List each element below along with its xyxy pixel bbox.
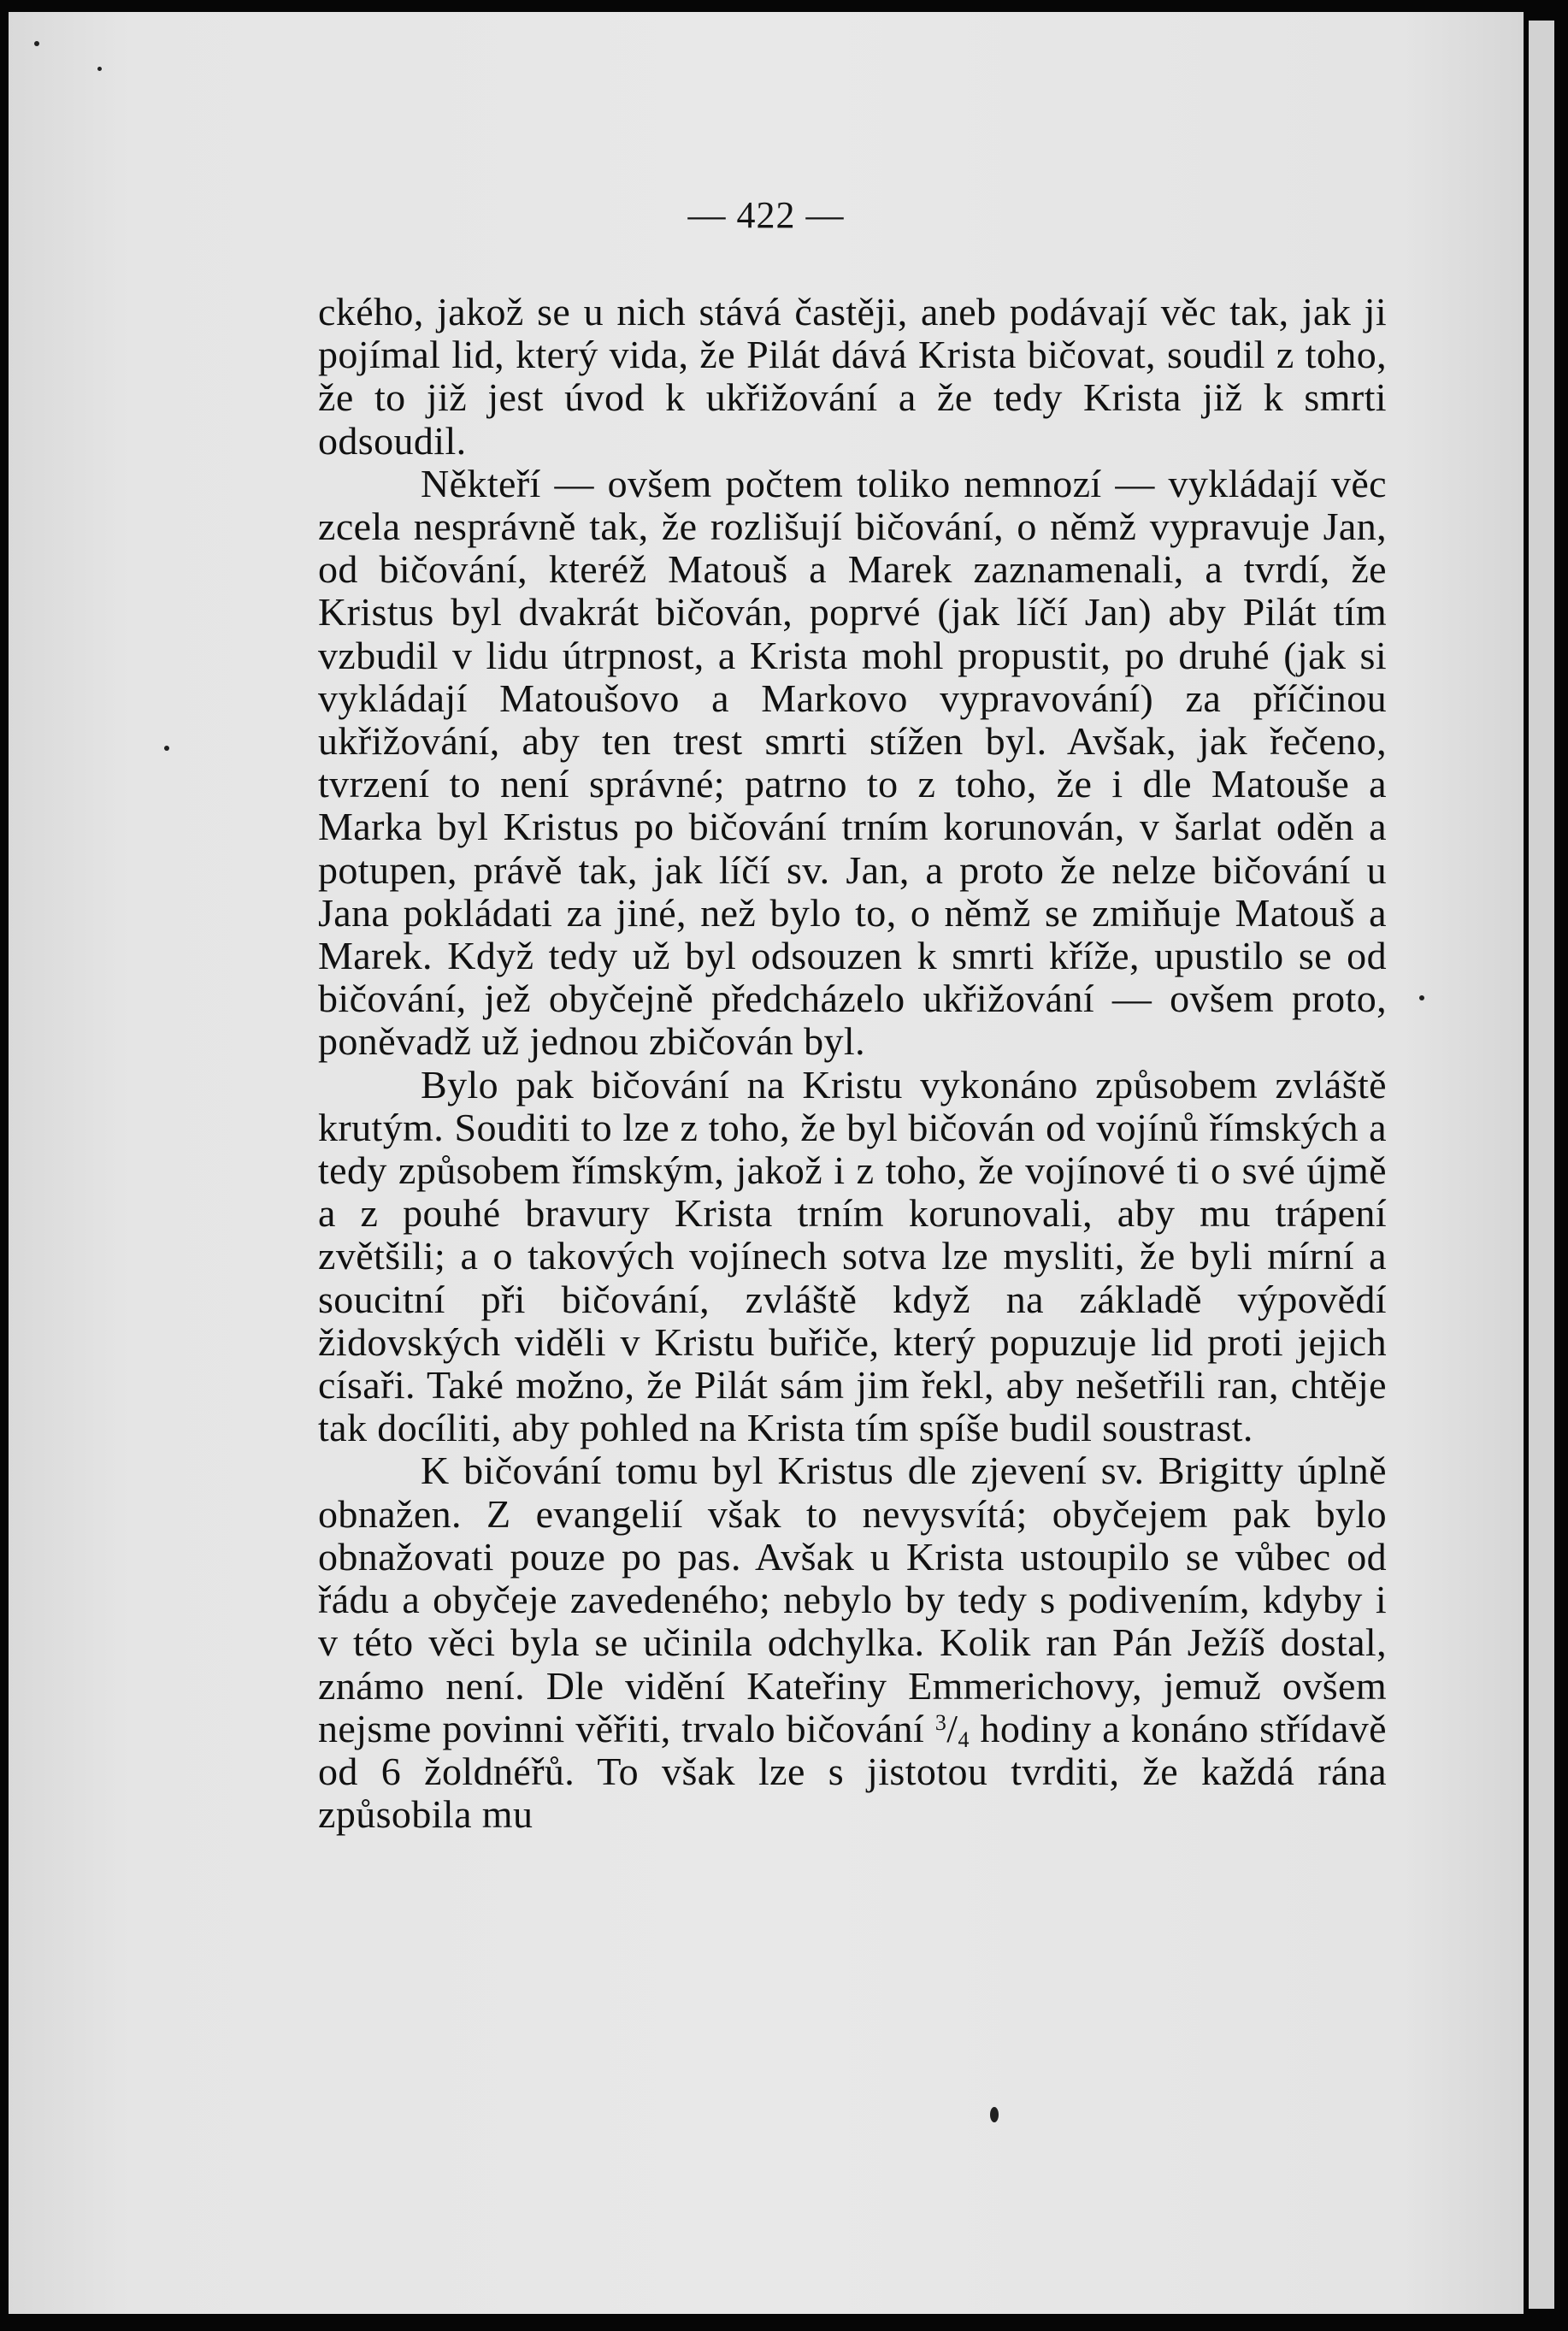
- fraction-denominator: 4: [958, 1726, 970, 1752]
- paragraph: Někteří — ovšem počtem toliko nemnozí — vykládají věc zcela nesprávně tak, že rozlišují bičování, o němž vypravuje Jan, od bičování, kteréž Matouš a Marek zaznamenali, a tvrdí, že Kristus byl dvakrát bičován, poprvé (jak líčí Jan) aby Pilát tím vzbudil v lidu útrpnost, a Krista mohl propustit, po druhé (jak si vykládají Matoušovo a Markovo vypravování) za příčinou ukřižování, aby ten trest smrti stížen byl. Avšak, jak řečeno, tvrzení to není správné; patrno to z toho, že i dle Matouše a Marka byl Kristus po bičování trním korunován, v šarlat oděn a potupen, právě tak, jak líčí sv. Jan, a proto že nelze bičování u Jana pokládati za jiné, než bylo to, o němž se zmiňuje Matouš a Marek. Když tedy už byl odsouzen k smrti kříže, upustilo se od bičování, jež obyčejně předcházelo ukřižování — ovšem proto, poněvadž už jednou zbičován byl.: [318, 461, 1387, 1064]
- body-text: [318, 291, 1387, 1836]
- paragraph-text-before-fraction: K bičování tomu byl Kristus dle zjevení sv. Brigitty úplně obnažen. Z evangelií však to nevysvítá; obyčejem pak bylo obnažovati pouze po pas. Avšak u Krista ustoupilo se vůbec od řádu a obyčeje zavedeného; nebylo by tedy s podivením, kdyby i v této věci byla se učinila odchylka. Kolik ran Pán Ježíš dostal, známo není. Dle vidění Kateřiny Emmerichovy, jemuž ovšem nejsme povinni věřiti, trvalo bičování: [318, 1449, 1387, 1750]
- paragraph: ckého, jakož se u nich stává častěji, aneb podávají věc tak, jak ji pojímal lid, který vida, že Pilát dává Krista bičovat, soudil z toho, že to již jest úvod k ukřižování a že tedy Krista již k smrti odsoudil.: [318, 290, 1387, 463]
- ink-speck: [1419, 995, 1424, 1000]
- ink-speck: [990, 2107, 999, 2122]
- paragraph-text-after-fraction: hodiny a konáno střídavě od 6 žoldnéřů. To však lze s jistotou tvrditi, že každá rána způsobila mu: [318, 1706, 1387, 1837]
- ink-speck: [34, 41, 39, 46]
- fraction-numerator: 3: [934, 1709, 947, 1735]
- ink-speck: [97, 67, 102, 71]
- paragraph: K bičování tomu byl Kristus dle zjevení sv. Brigitty úplně obnažen. Z evangelií však to nevysvítá; obyčejem pak bylo obnažovati pouze po pas. Avšak u Krista ustoupilo se vůbec od řádu a obyčeje zavedeného; nebylo by tedy s podivením, kdyby i v této věci byla se učinila odchylka. Kolik ran Pán Ježíš dostal, známo není. Dle vidění Kateřiny Emmerichovy, jemuž ovšem nejsme povinni věřiti, trvalo bičování $^3/_4$ hodiny a konáno střídavě od 6 žoldnéřů. To však lze s jistotou tvrditi, že každá rána způsobila mu: [318, 1449, 1387, 1837]
- paragraph: Bylo pak bičování na Kristu vykonáno způsobem zvláště krutým. Souditi to lze z toho, že byl bičován od vojínů římských a tedy způsobem římským, jakož i z toho, že vojínové ti o své újmě a z pouhé bravury Krista trním korunovali, aby mu trápení zvětšili; a o takových vojínech sotva lze mysliti, že byli mírní a soucitní při bičování, zvláště když na základě výpovědí židovských viděli v Kristu buřiče, který popuzuje lid proti jejich císaři. Také možno, že Pilát sám jim řekl, aby nešetřili ran, chtěje tak docíliti, aby pohled na Krista tím spíše budil soustrast.: [318, 1062, 1387, 1450]
- book-page: [9, 12, 1524, 2314]
- adjacent-page-edge: [1529, 21, 1554, 2309]
- page-number: — 422 —: [687, 194, 845, 236]
- ink-speck: [164, 746, 169, 751]
